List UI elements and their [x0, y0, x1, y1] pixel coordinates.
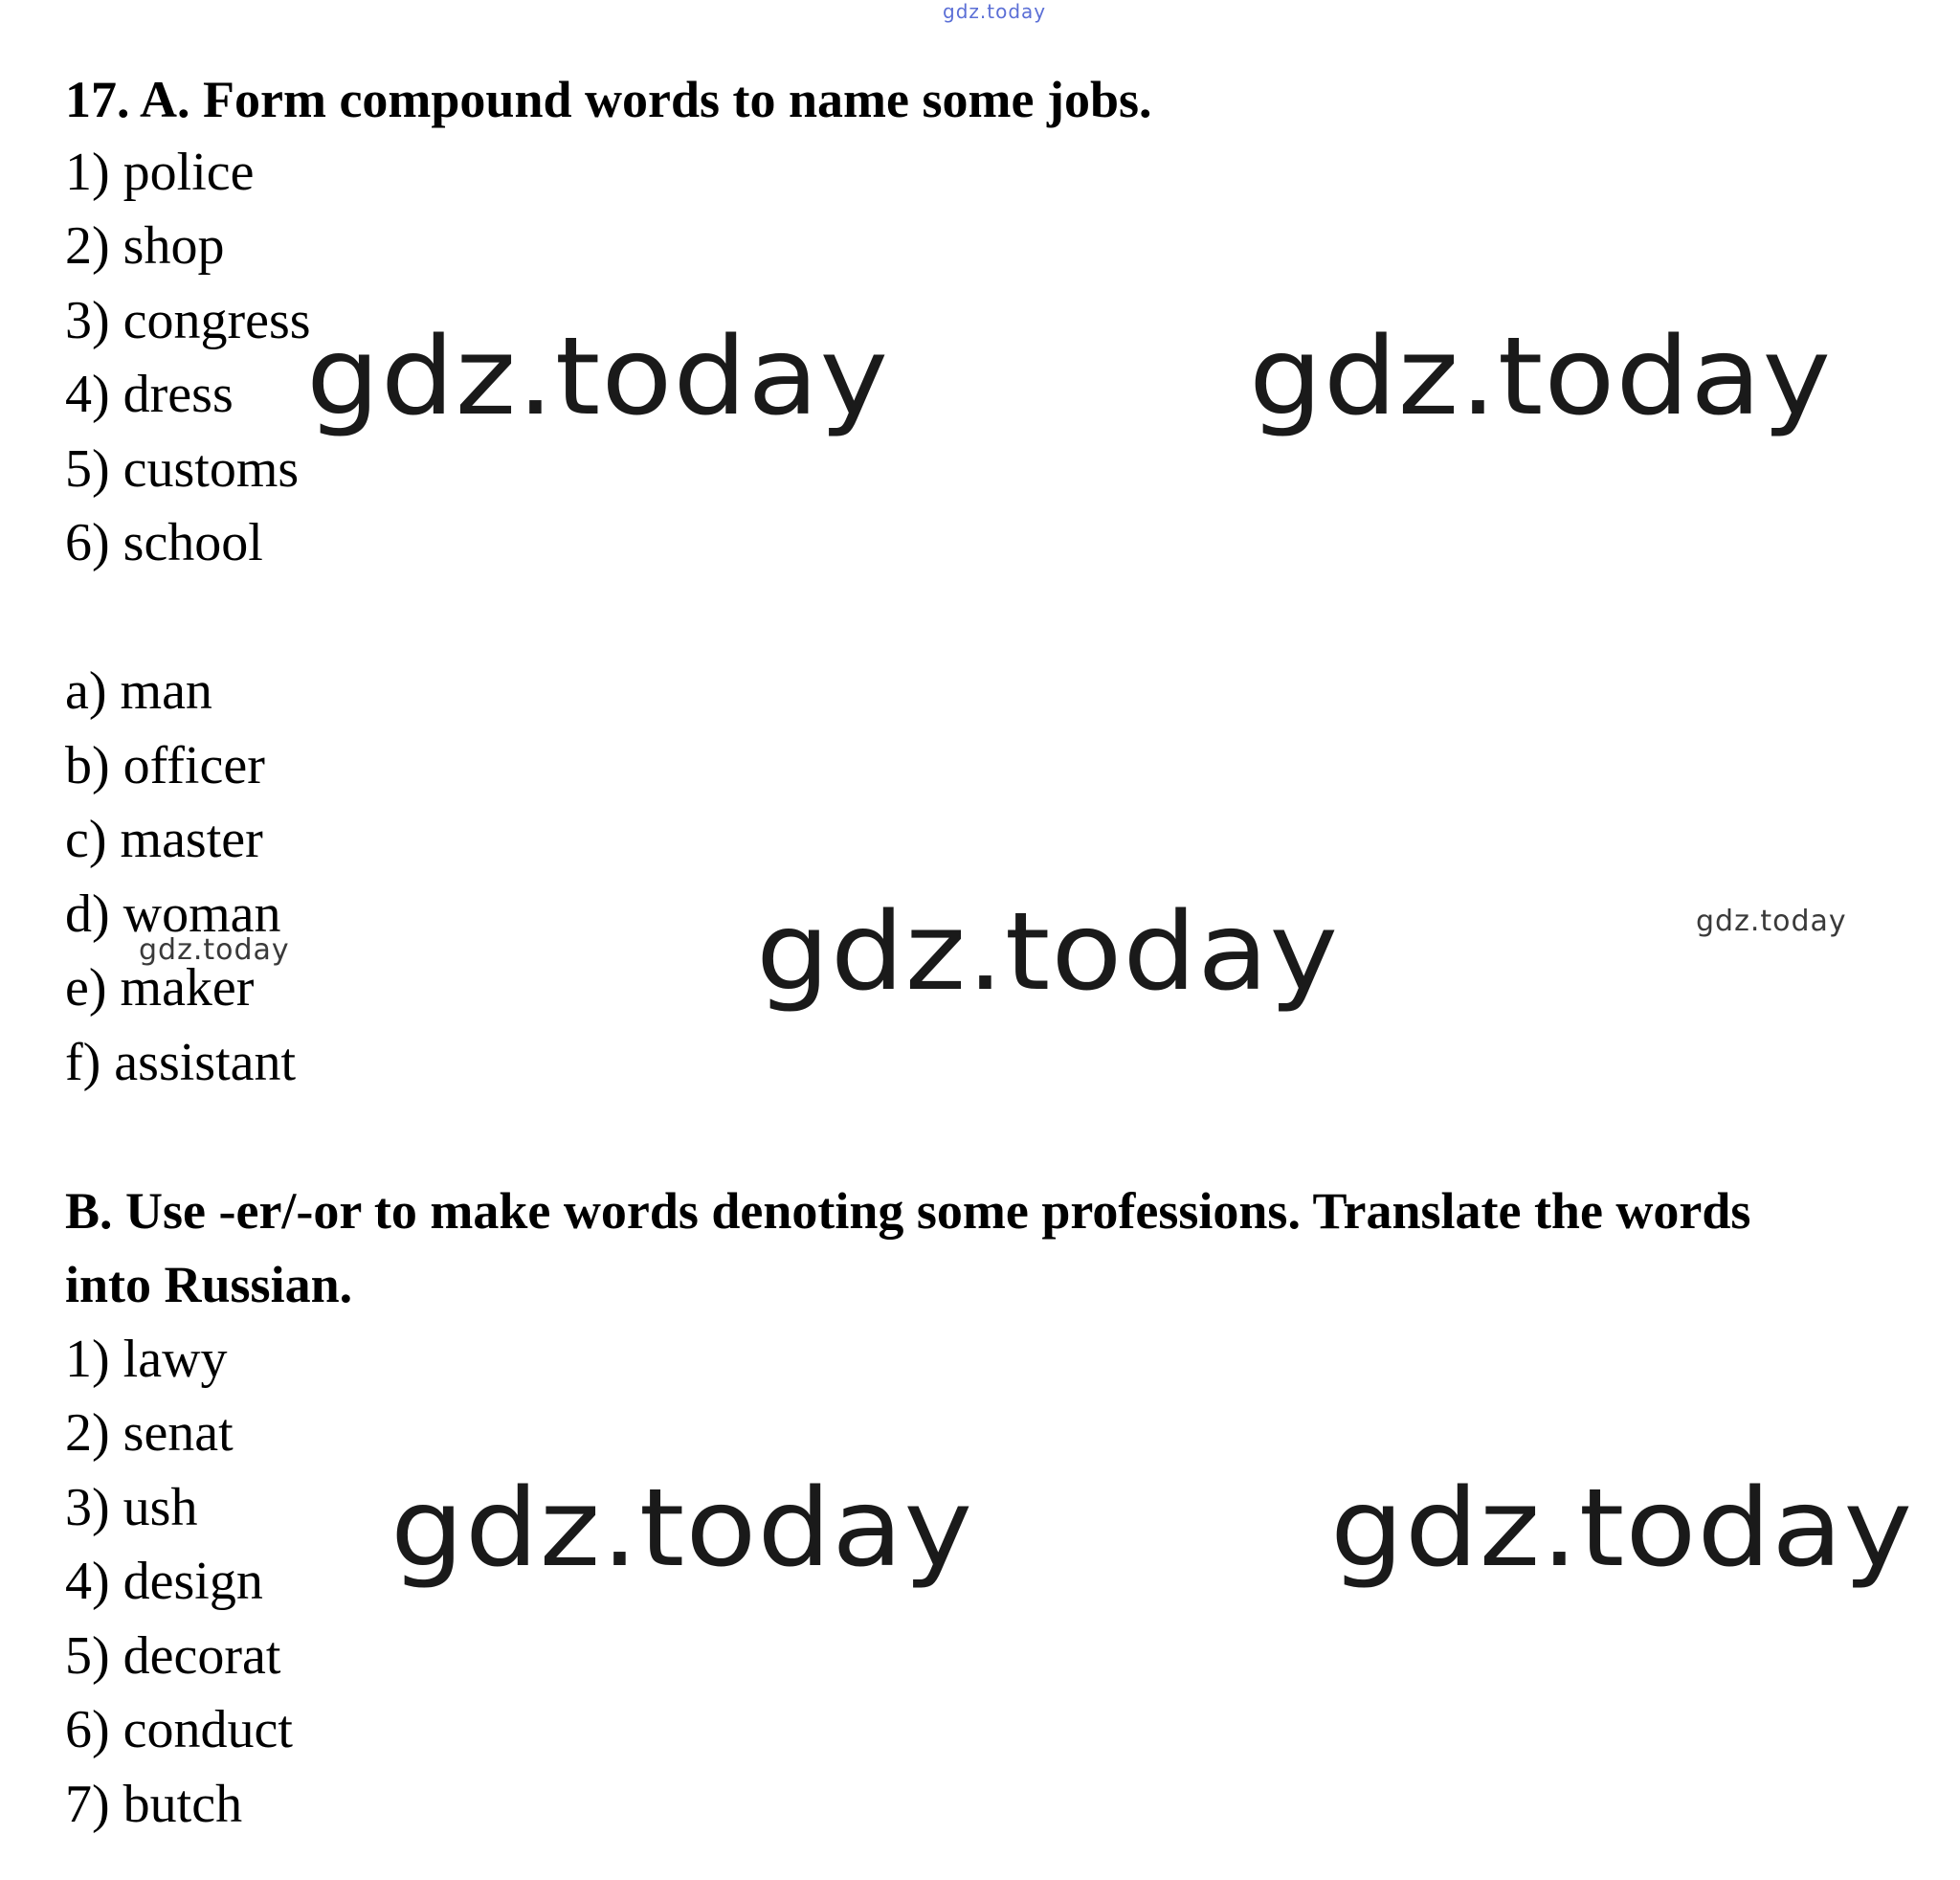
watermark-large-4: gdz.today: [390, 1466, 974, 1591]
list2-item: d) woman: [65, 884, 281, 944]
list3-item: 3) ush: [65, 1478, 198, 1537]
watermark-top: gdz.today: [943, 0, 1047, 23]
list1-item: 1) police: [65, 143, 255, 202]
list1-item: 4) dress: [65, 365, 234, 424]
watermark-small-1: gdz.today: [1696, 905, 1847, 938]
list3-item: 2) senat: [65, 1403, 234, 1463]
watermark-large-1: gdz.today: [306, 315, 890, 439]
list1-item: 3) congress: [65, 291, 311, 350]
list3-item: 6) conduct: [65, 1700, 293, 1759]
list1-item: 2) shop: [65, 216, 225, 276]
watermark-large-2: gdz.today: [1249, 315, 1833, 439]
list1-item: 6) school: [65, 513, 263, 572]
watermark-large-3: gdz.today: [756, 890, 1340, 1015]
list2-item: b) officer: [65, 736, 265, 795]
section-b-heading-line1: B. Use -er/-or to make words denoting some professions. Translate the words: [65, 1182, 1751, 1240]
list2-item: e) maker: [65, 958, 255, 1018]
list3-item: 5) decorat: [65, 1626, 281, 1686]
watermark-small-2: gdz.today: [139, 933, 290, 967]
list3-item: 1) lawy: [65, 1330, 228, 1389]
list3-item: 4) design: [65, 1552, 263, 1611]
list2-item: a) man: [65, 661, 212, 721]
section-b-heading-line2: into Russian.: [65, 1256, 353, 1313]
list1-item: 5) customs: [65, 439, 300, 499]
list2-item: f) assistant: [65, 1033, 297, 1092]
section-a-heading: 17. A. Form compound words to name some jobs.: [65, 71, 1152, 128]
watermark-large-5: gdz.today: [1330, 1466, 1914, 1591]
list2-item: c) master: [65, 810, 263, 869]
list3-item: 7) butch: [65, 1775, 243, 1834]
